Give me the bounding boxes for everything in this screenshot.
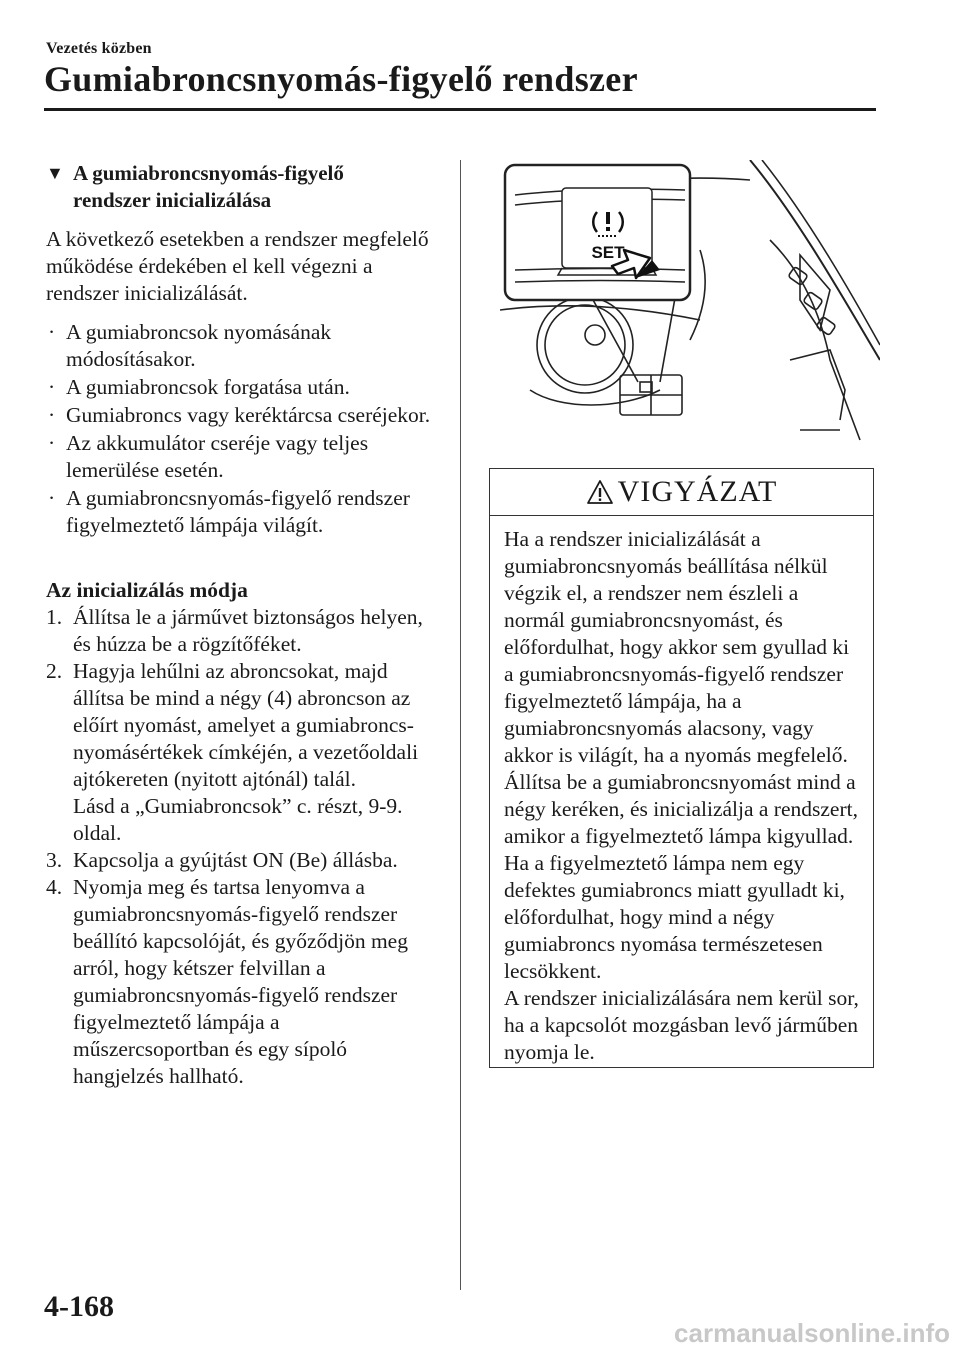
header-divider: [44, 108, 876, 111]
bullet-dot: ·: [48, 431, 56, 455]
page-title: Gumiabroncsnyomás-figyelő rendszer: [44, 59, 638, 99]
bullet-list: [46, 319, 441, 539]
caution-title: VIGYÁZAT: [617, 475, 778, 508]
section-label: Vezetés közben: [46, 40, 152, 57]
steps-list: [46, 604, 441, 1090]
step-item: 4. Nyomja meg és tartsa lenyomva a gumiabroncsnyomás-figyelő rendszer beállító kapcsolóját, és győződjön meg arról, hogy kétszer felvillan a gumiabroncsnyomás-figyelő rendszer figyelmeztető lámpája a műszercsoportban és egy sípoló hangjelzés hallható.: [46, 875, 408, 1088]
watermark: carmanualsonline.info: [674, 1318, 950, 1348]
subheading: Az inicializálás módja: [46, 578, 248, 602]
caution-body: [490, 516, 873, 1066]
step-item: 3. Kapcsolja a gyújtást ON (Be) állásba.: [46, 848, 398, 872]
bullet-dot: ·: [48, 403, 56, 427]
list-item: · Az akkumulátor cseréje vagy teljes lemerülése esetén.: [48, 431, 369, 482]
caution-paragraph: A rendszer inicializálására nem kerül sor, ha a kapcsolót mozgásban levő járműben nyomja le.: [504, 986, 859, 1064]
warning-triangle-icon: [586, 479, 614, 505]
section-heading: [46, 160, 441, 214]
dashboard-illustration: [500, 160, 880, 445]
list-item: · A gumiabroncsok nyomásának módosításakor.: [48, 320, 332, 371]
page-number: 4-168: [44, 1290, 114, 1323]
heading-line-2: rendszer inicializálása: [73, 188, 272, 212]
step-item: 1. Állítsa le a járművet biztonságos helyen, és húzza be a rögzítőféket.: [46, 605, 423, 656]
triangle-marker-icon: ▼: [46, 163, 64, 183]
heading-line-1: A gumiabroncsnyomás-figyelő: [73, 161, 344, 185]
cross-reference: Lásd a „Gumiabroncsok” c. részt, 9-9. oldal.: [73, 794, 403, 845]
bullet-dot: ·: [48, 486, 56, 510]
column-divider: [460, 160, 461, 1290]
set-button-label: SET: [591, 243, 625, 262]
intro-paragraph: A következő esetekben a rendszer megfelelő működése érdekében el kell végezni a rendszer inicializálását.: [46, 227, 429, 305]
list-item: · A gumiabroncsnyomás-figyelő rendszer figyelmeztető lámpája világít.: [48, 486, 410, 537]
left-column: [46, 160, 441, 1090]
caution-header: [490, 469, 873, 516]
step-item: 2. Hagyja lehűlni az abroncsokat, majd állítsa be mind a négy (4) abroncson az előírt nyomást, amelyet a gumiabroncs-nyomásértékek címkéjén, a vezetőoldali ajtókereten (nyitott ajtónál) talál. Lásd a „Gumiabroncsok” c. részt, 9-9. oldal.: [46, 658, 441, 847]
list-item: · A gumiabroncsok forgatása után.: [48, 375, 350, 399]
caution-box: [489, 468, 874, 1068]
bullet-dot: ·: [48, 320, 56, 344]
caution-paragraph: Ha a rendszer inicializálását a gumiabroncsnyomás beállítása nélkül végzik el, a rendszer nem észleli a normál gumiabroncsnyomást, és előfordulhat, hogy akkor sem gyullad ki a gumiabroncsnyomás-figyelő rendszer figyelmeztető lámpája, ha a gumiabroncsnyomás alacsony, vagy akkor is világít, ha a nyomás megfelelő. Állítsa be a gumiabroncsnyomást mind a négy keréken, és inicializálja a rendszert, amikor a figyelmeztető lámpa kigyullad. Ha a figyelmeztető lámpa nem egy defektes gumiabroncs miatt gyulladt ki, előfordulhat, hogy mind a négy gumiabroncs nyomása természetesen lecsökkent.: [504, 527, 858, 983]
bullet-dot: ·: [48, 375, 56, 399]
list-item: · Gumiabroncs vagy keréktárcsa cseréjekor.: [48, 403, 431, 427]
